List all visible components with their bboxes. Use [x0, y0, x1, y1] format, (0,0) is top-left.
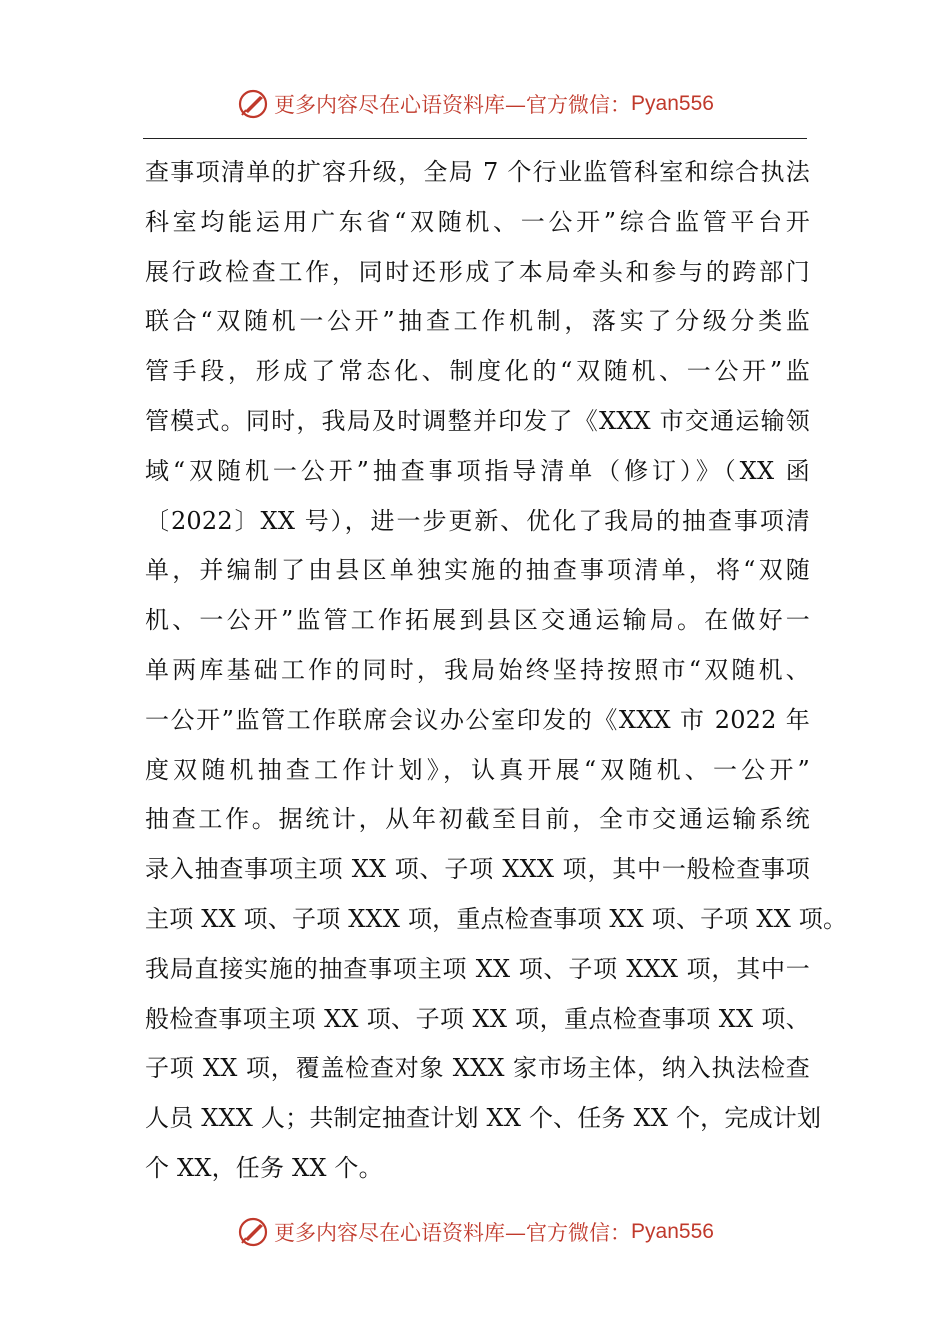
body-line: 子项 XX 项，覆盖检查对象 XXX 家市场主体，纳入执法检查 — [145, 1054, 810, 1083]
banner-text: 更多内容尽在心语资料库—官方微信： — [274, 1221, 632, 1245]
body-line: 查事项清单的扩容升级，全局 7 个行业监管科室和综合执法 — [145, 158, 810, 186]
body-line: 般检查事项主项 XX 项、子项 XX 项，重点检查事项 XX 项、 — [145, 1004, 810, 1033]
body-line: 机、一公开”监管工作拓展到县区交通运输局。在做好一 — [145, 606, 810, 635]
banner-wechat-id: Pyan556 — [631, 1220, 714, 1243]
quill-logo-icon — [236, 1215, 270, 1249]
body-line: 主项 XX 项、子项 XXX 项，重点检查事项 XX 项、子项 XX 项。 — [145, 904, 848, 933]
body-line: 单两库基础工作的同时，我局始终坚持按照市“双随机、 — [145, 655, 810, 684]
header-divider — [143, 138, 807, 139]
body-line: 科室均能运用广东省“双随机、一公开”综合监管平台开 — [145, 207, 810, 236]
body-line: 单，并编制了由县区单独实施的抽查事项清单，将“双随 — [145, 556, 810, 585]
body-line: 联合“双随机一公开”抽查工作机制，落实了分级分类监 — [145, 307, 810, 336]
header-banner — [0, 82, 950, 126]
banner-wechat-id: Pyan556 — [631, 92, 714, 115]
body-line: 管模式。同时，我局及时调整并印发了《XXX 市交通运输领 — [145, 406, 810, 435]
document-body — [145, 148, 848, 1194]
footer-banner — [0, 1210, 950, 1254]
body-line: 录入抽查事项主项 XX 项、子项 XXX 项，其中一般检查事项 — [145, 855, 810, 884]
body-line: 人员 XXX 人；共制定抽查计划 XX 个、任务 XX 个，完成计划 — [145, 1104, 822, 1133]
body-line: 抽查工作。据统计，从年初截至目前，全市交通运输系统 — [145, 805, 810, 834]
body-line: 一公开”监管工作联席会议办公室印发的《XXX 市 2022 年 — [145, 705, 810, 734]
body-line: 管手段，形成了常态化、制度化的“双随机、一公开”监 — [145, 357, 810, 386]
quill-logo-icon — [236, 87, 270, 121]
body-line: 我局直接实施的抽查事项主项 XX 项、子项 XXX 项，其中一 — [145, 954, 810, 983]
body-line: 〔2022〕XX 号），进一步更新、优化了我局的抽查事项清 — [145, 506, 810, 535]
body-line: 域“双随机一公开”抽查事项指导清单（修订）》（XX 函 — [145, 456, 810, 485]
body-line: 度双随机抽查工作计划》，认真开展“双随机、一公开” — [145, 755, 810, 784]
banner-text: 更多内容尽在心语资料库—官方微信： — [274, 93, 632, 117]
body-line: 展行政检查工作，同时还形成了本局牵头和参与的跨部门 — [145, 257, 810, 286]
body-line: 个 XX，任务 XX 个。 — [145, 1153, 383, 1182]
